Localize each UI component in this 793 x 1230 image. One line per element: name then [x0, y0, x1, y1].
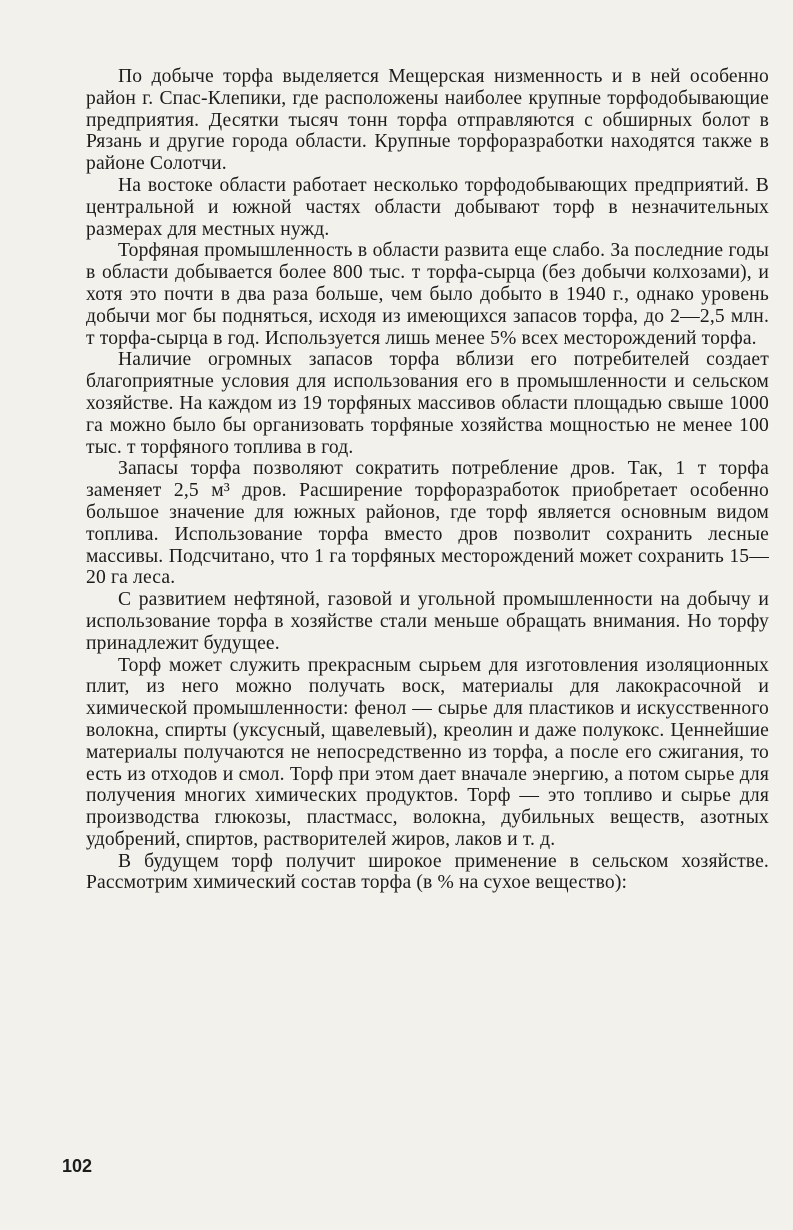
- paragraph-4: Наличие огромных запасов торфа вблизи его потребителей создает благоприятные условия для использования его в промышленности и сельском хозяйстве. На каждом из 19 торфяных массивов области площадью свыше 1000 га можно было бы организовать торфяные хозяйства мощностью не менее 100 тыс. т торфяного топлива в год.: [86, 349, 769, 458]
- paragraph-8: В будущем торф получит широкое применение в сельском хозяйстве. Рассмотрим химический состав торфа (в % на сухое вещество):: [86, 850, 769, 894]
- paragraph-2: На востоке области работает несколько торфодобывающих предприятий. В центральной и южной частях области добывают торф в незначительных размерах для местных нужд.: [86, 174, 769, 240]
- paragraph-1: По добыче торфа выделяется Мещерская низменность и в ней особенно район г. Спас-Клепики, где расположены наиболее крупные торфодобывающие предприятия. Десятки тысяч тонн торфа отправляются с обширных болот в Рязань и другие города области. Крупные торфоразработки находятся также в районе Солотчи.: [86, 66, 769, 175]
- paragraph-6: С развитием нефтяной, газовой и угольной промышленности на добычу и использование торфа в хозяйстве стали меньше обращать внимания. Но торфу принадлежит будущее.: [86, 589, 769, 654]
- page-number: 102: [62, 1156, 93, 1176]
- paragraph-5: Запасы торфа позволяют сократить потребление дров. Так, 1 т торфа заменяет 2,5 м³ дров. Расширение торфоразработок приобретает особенно большое значение для южных районов, где торф является основным видом топлива. Использование торфа вместо дров позволит сохранить лесные массивы. Подсчитано, что 1 га торфяных месторождений может сохранить 15—20 га леса.: [86, 458, 769, 589]
- paragraph-3: Торфяная промышленность в области развита еще слабо. За последние годы в области добывается более 800 тыс. т торфа-сырца (без добычи колхозами), и хотя это почти в два раза больше, чем было добыто в 1940 г., однако уровень добычи мог бы подняться, исходя из имеющихся запасов торфа, до 2—2,5 млн. т торфа-сырца в год. Используется лишь менее 5% всех месторождений торфа.: [86, 240, 769, 349]
- paragraph-7: Торф может служить прекрасным сырьем для изготовления изоляционных плит, из него можно получать воск, материалы для лакокрасочной и химической промышленности: фенол — сырье для пластиков и искусственного волокна, спирты (уксусный, щавелевый), креолин и даже полукокс. Ценнейшие материалы получаются не непосредственно из торфа, а после его сжигания, то есть из отходов и смол. Торф при этом дает вначале энергию, а потом сырье для получения многих химических продуктов. Торф — это топливо и сырье для производства глюкозы, пластмасс, волокна, дубильных веществ, азотных удобрений, спиртов, растворителей жиров, лаков и т. д.: [86, 654, 769, 850]
